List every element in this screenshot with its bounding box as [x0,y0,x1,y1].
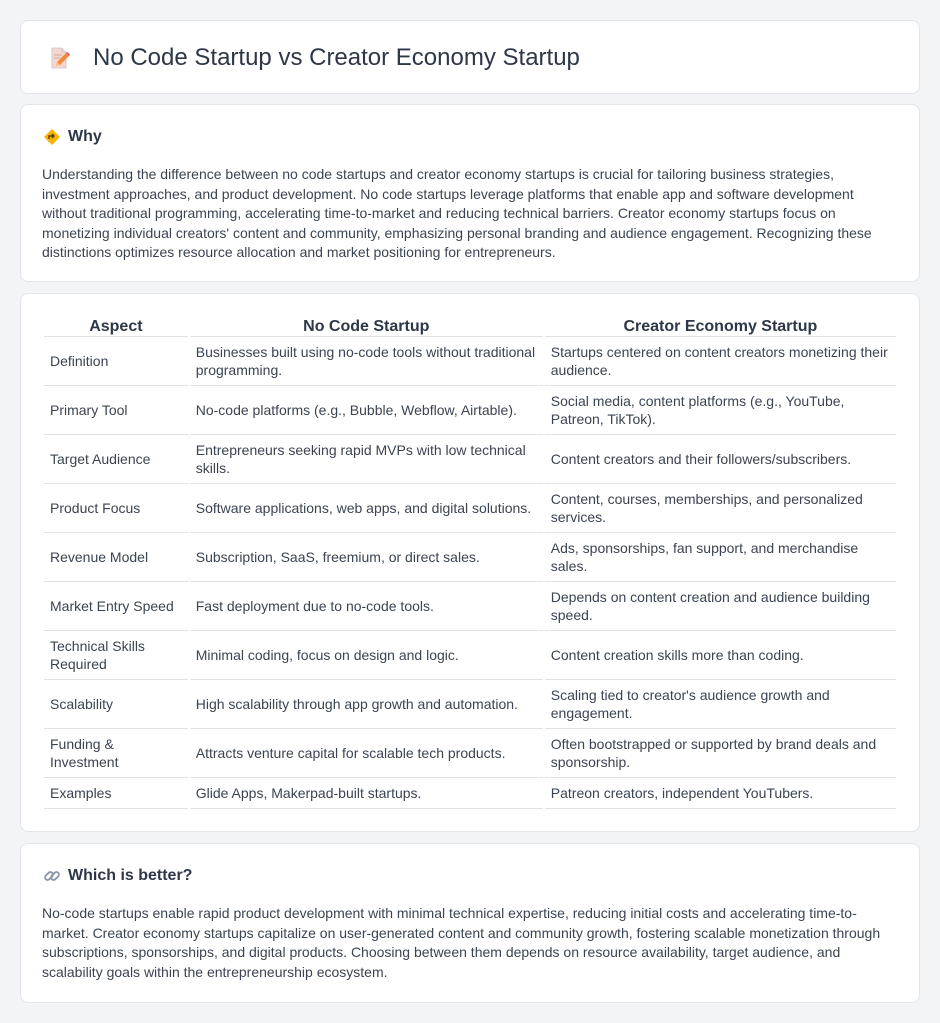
table-header-row [44,317,896,337]
better-text: No-code startups enable rapid product development with minimal technical expertise, reducing initial costs and accelerating time-to-market. Creator economy startups capitalize on user-generated content and community growth, fostering scalable monetization through subscriptions, sponsorships, and digital products. Choosing between them depends on resource availability, target audience, and scalability goals within the entrepreneurship ecosystem. [42,905,881,980]
table-row [44,533,896,582]
which-is-better-section [20,843,920,1003]
column-header: Creator Economy Startup [545,317,896,337]
why-title: Why [68,128,102,145]
aspect-cell: Definition [44,337,188,386]
creator-economy-cell: Scaling tied to creator's audience growth and engagement. [545,680,896,729]
no-code-cell: Attracts venture capital for scalable tech products. [190,729,543,778]
creator-economy-cell: Content creation skills more than coding. [545,631,896,680]
column-header: Aspect [44,317,188,337]
no-code-cell: Businesses built using no-code tools without traditional programming. [190,337,543,386]
creator-economy-cell: Content, courses, memberships, and personalized services. [545,484,896,533]
aspect-cell: Revenue Model [44,533,188,582]
table-row [44,631,896,680]
link-icon [43,867,61,885]
better-title: Which is better? [68,867,193,884]
no-code-cell: No-code platforms (e.g., Bubble, Webflow, Airtable). [190,386,543,435]
creator-economy-cell: Content creators and their followers/subscribers. [545,435,896,484]
aspect-cell: Examples [44,778,188,809]
creator-economy-cell: Often bootstrapped or supported by brand deals and sponsorship. [545,729,896,778]
table-row [44,435,896,484]
column-header: No Code Startup [190,317,543,337]
page-title: No Code Startup vs Creator Economy Startup [93,44,580,71]
better-heading [43,866,192,886]
comparison-section [20,293,920,832]
aspect-cell: Target Audience [44,435,188,484]
no-code-cell: Minimal coding, focus on design and logic. [190,631,543,680]
document-pencil-icon [47,46,71,70]
why-text: Understanding the difference between no code startups and creator economy startups is crucial for tailoring business strategies, investment approaches, and product development. No code startups leverage platforms that enable app and software development without traditional programming, accelerating time-to-market and reducing technical barriers. Creator economy startups focus on monetizing individual creators' content and community, emphasizing personal branding and audience engagement. Recognizing these distinctions optimizes resource allocation and market positioning for entrepreneurs. [42,166,872,260]
creator-economy-cell: Depends on content creation and audience building speed. [545,582,896,631]
table-row [44,680,896,729]
no-code-cell: High scalability through app growth and automation. [190,680,543,729]
creator-economy-cell: Patreon creators, independent YouTubers. [545,778,896,809]
table-row [44,337,896,386]
no-code-cell: Fast deployment due to no-code tools. [190,582,543,631]
aspect-cell: Funding & Investment [44,729,188,778]
comparison-table [42,317,898,809]
aspect-cell: Product Focus [44,484,188,533]
creator-economy-cell: Startups centered on content creators monetizing their audience. [545,337,896,386]
aspect-cell: Scalability [44,680,188,729]
creator-economy-cell: Social media, content platforms (e.g., YouTube, Patreon, TikTok). [545,386,896,435]
table-row [44,582,896,631]
aspect-cell: Primary Tool [44,386,188,435]
aspect-cell: Market Entry Speed [44,582,188,631]
why-section [20,104,920,282]
diamond-sign-icon [43,128,61,146]
creator-economy-cell: Ads, sponsorships, fan support, and merchandise sales. [545,533,896,582]
no-code-cell: Glide Apps, Makerpad-built startups. [190,778,543,809]
table-row [44,729,896,778]
header-card [20,20,920,94]
table-row [44,386,896,435]
why-heading [43,127,102,147]
aspect-cell: Technical Skills Required [44,631,188,680]
table-row [44,778,896,809]
no-code-cell: Software applications, web apps, and digital solutions. [190,484,543,533]
table-row [44,484,896,533]
no-code-cell: Subscription, SaaS, freemium, or direct sales. [190,533,543,582]
no-code-cell: Entrepreneurs seeking rapid MVPs with low technical skills. [190,435,543,484]
